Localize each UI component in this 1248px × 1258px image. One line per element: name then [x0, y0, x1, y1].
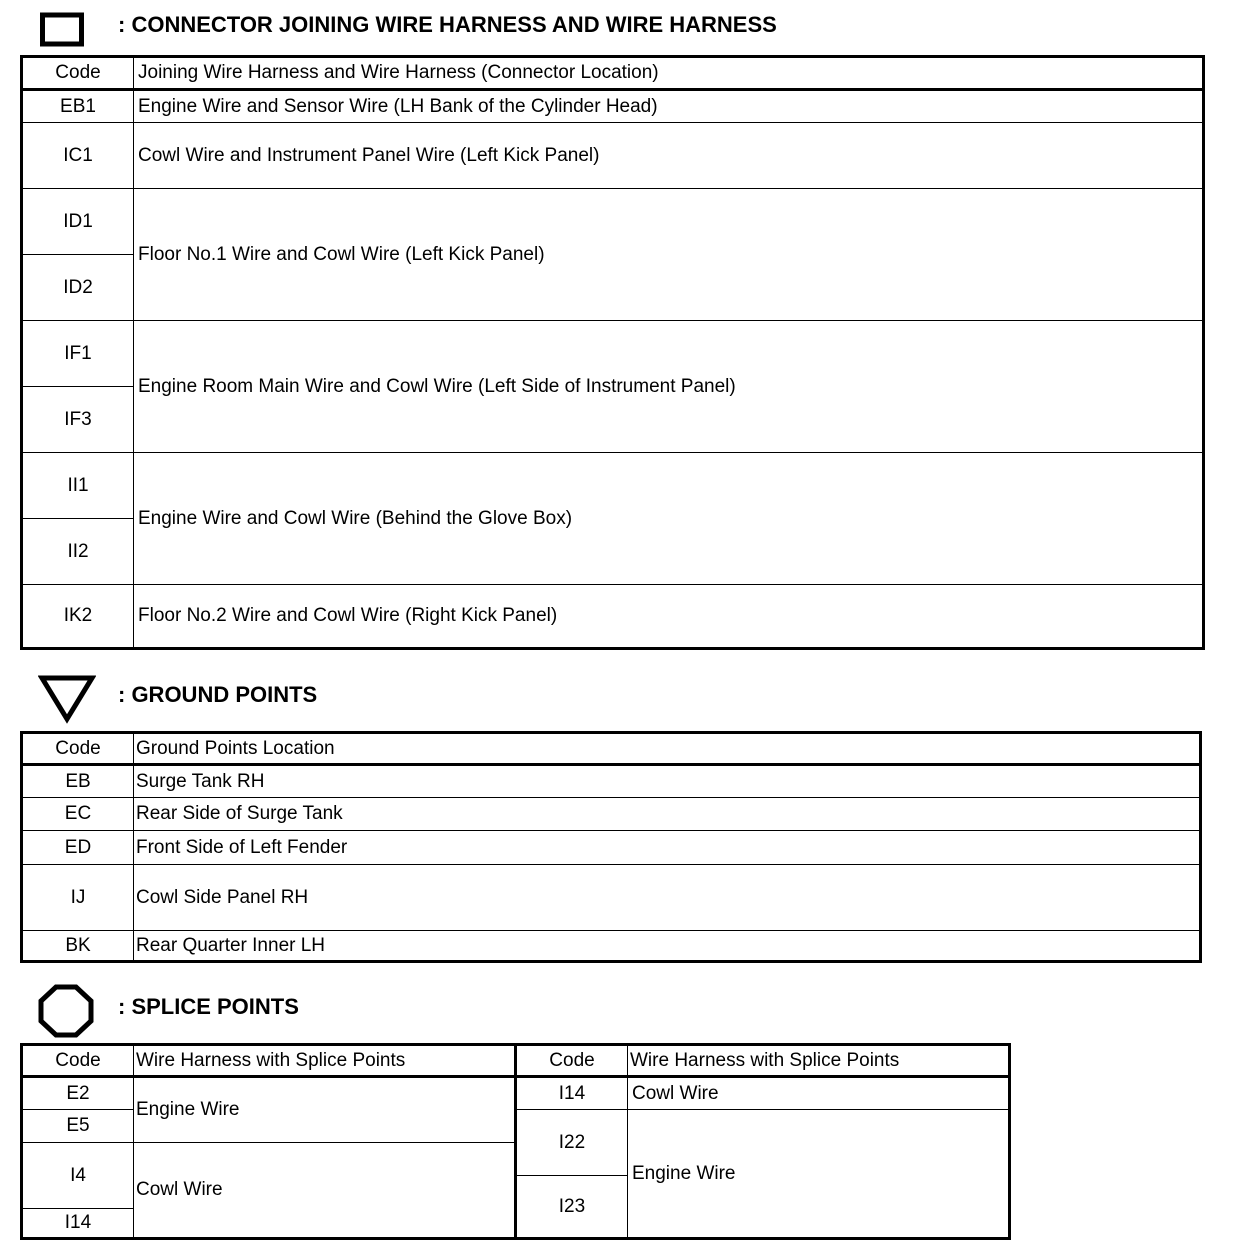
ground-location: Rear Side of Surge Tank: [134, 798, 1201, 831]
connector-code: IF3: [22, 387, 134, 453]
table-row: [22, 831, 1201, 865]
triangle-ground-icon: [38, 674, 96, 724]
splice-code: I14: [22, 1209, 134, 1239]
splice-code: I23: [516, 1176, 628, 1239]
ground-location: Front Side of Left Fender: [134, 831, 1201, 865]
splice-harness: Cowl Wire: [134, 1143, 516, 1239]
header-code: Code: [516, 1045, 628, 1077]
connector-code: II2: [22, 519, 134, 585]
splice-code: I4: [22, 1143, 134, 1209]
ground-code: EC: [22, 798, 134, 831]
header-description: Wire Harness with Splice Points: [628, 1045, 1010, 1077]
connector-code: IK2: [22, 585, 134, 649]
ground-location: Surge Tank RH: [134, 765, 1201, 798]
splice-code: I22: [516, 1110, 628, 1176]
splice-harness: Engine Wire: [134, 1077, 516, 1143]
header-code: Code: [22, 733, 134, 765]
connector-location: Floor No.2 Wire and Cowl Wire (Right Kick Panel): [134, 585, 1204, 649]
connector-location: Engine Wire and Sensor Wire (LH Bank of the Cylinder Head): [134, 90, 1204, 123]
ground-location: Cowl Side Panel RH: [134, 865, 1201, 931]
table-row: [22, 865, 1201, 931]
splice-table: [20, 1043, 1011, 1240]
ground-code: ED: [22, 831, 134, 865]
splice-code: I14: [516, 1077, 628, 1110]
table-row: [22, 321, 1204, 387]
table-row: [22, 585, 1204, 649]
header-description: Wire Harness with Splice Points: [134, 1045, 516, 1077]
connector-location: Engine Room Main Wire and Cowl Wire (Left Side of Instrument Panel): [134, 321, 1204, 453]
connector-code: ID2: [22, 255, 134, 321]
ground-location: Rear Quarter Inner LH: [134, 931, 1201, 962]
table-row: [22, 189, 1204, 255]
connector-location: Floor No.1 Wire and Cowl Wire (Left Kick Panel): [134, 189, 1204, 321]
connector-location: Cowl Wire and Instrument Panel Wire (Left Kick Panel): [134, 123, 1204, 189]
table-row: [22, 123, 1204, 189]
connector-code: ID1: [22, 189, 134, 255]
ground-code: IJ: [22, 865, 134, 931]
connector-section-title: : CONNECTOR JOINING WIRE HARNESS AND WIRE HARNESS: [118, 12, 777, 37]
ground-section-title: : GROUND POINTS: [118, 682, 318, 707]
ground-table: [20, 731, 1202, 963]
square-connector-icon: [40, 12, 86, 48]
header-description: Ground Points Location: [134, 733, 1201, 765]
table-row: [22, 931, 1201, 962]
splice-code: E5: [22, 1110, 134, 1143]
splice-harness: Engine Wire: [628, 1110, 1010, 1239]
table-row: [22, 1077, 1010, 1110]
connector-code: II1: [22, 453, 134, 519]
connector-code: IF1: [22, 321, 134, 387]
header-description: Joining Wire Harness and Wire Harness (Connector Location): [134, 57, 1204, 90]
ground-code: EB: [22, 765, 134, 798]
splice-harness: Cowl Wire: [628, 1077, 1010, 1110]
table-row: [22, 90, 1204, 123]
table-header-row: [22, 57, 1204, 90]
table-header-row: [22, 733, 1201, 765]
connector-code: EB1: [22, 90, 134, 123]
table-header-row: [22, 1045, 1010, 1077]
splice-section-title: : SPLICE POINTS: [118, 994, 299, 1019]
ground-code: BK: [22, 931, 134, 962]
table-row: [22, 798, 1201, 831]
connector-location: Engine Wire and Cowl Wire (Behind the Glove Box): [134, 453, 1204, 585]
table-row: [22, 453, 1204, 519]
splice-code: E2: [22, 1077, 134, 1110]
connector-table: [20, 55, 1205, 650]
table-row: [22, 765, 1201, 798]
header-code: Code: [22, 57, 134, 90]
header-code: Code: [22, 1045, 134, 1077]
octagon-splice-icon: [38, 984, 94, 1038]
connector-code: IC1: [22, 123, 134, 189]
